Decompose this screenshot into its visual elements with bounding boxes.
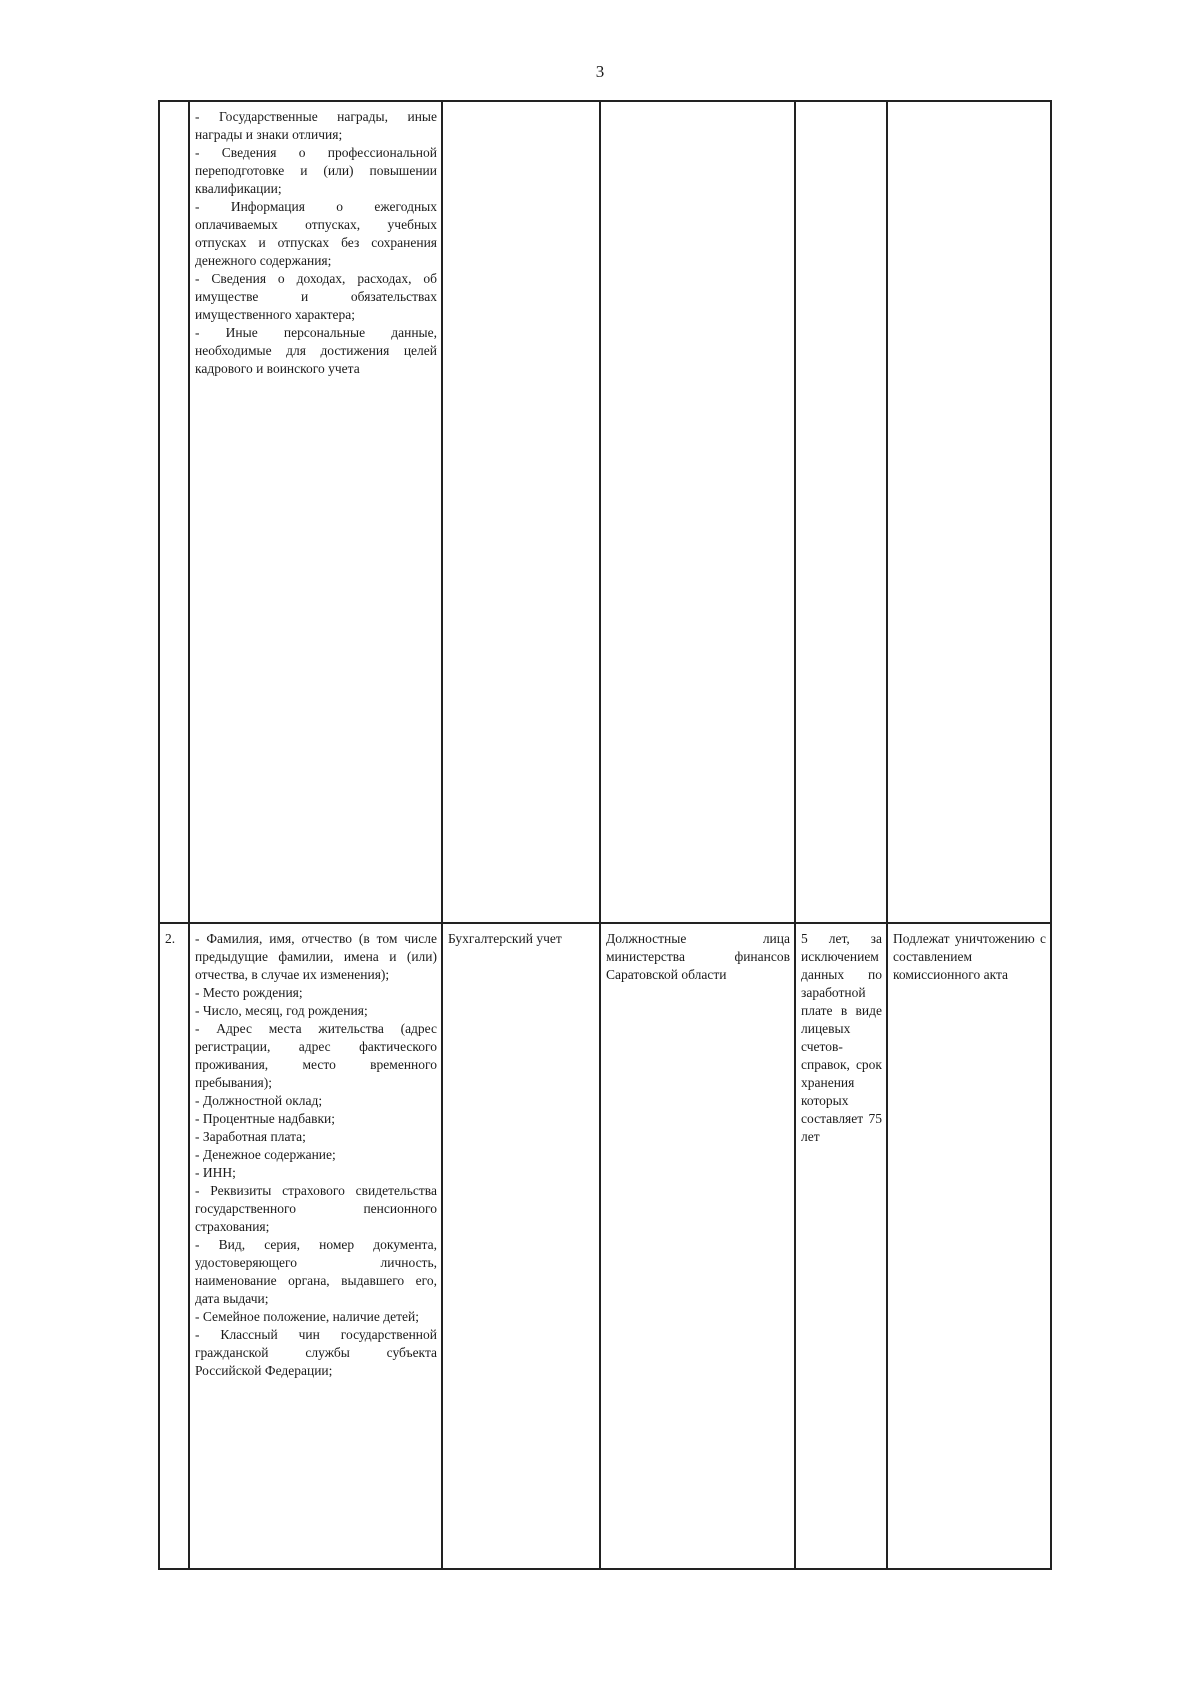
list-item: - Классный чин государственной гражданской службы субъекта Российской Федерации;	[195, 1327, 437, 1378]
list-item: - Заработная плата;	[195, 1129, 306, 1144]
data-items-cell	[189, 923, 442, 1569]
row-number-cell	[159, 101, 189, 923]
list-item: - ИНН;	[195, 1165, 236, 1180]
list-item: - Фамилия, имя, отчество (в том числе предыдущие фамилии, имена и (или) отчества, в случае их изменения);	[195, 931, 437, 982]
purpose-cell	[442, 101, 600, 923]
list-item: - Должностной оклад;	[195, 1093, 323, 1108]
personal-data-table	[158, 100, 1052, 1570]
persons-cell	[600, 101, 795, 923]
list-item: - Сведения о профессиональной переподготовке и (или) повышении квалификации;	[195, 145, 437, 196]
disposal-cell	[887, 101, 1051, 923]
list-item: - Процентные надбавки;	[195, 1111, 335, 1126]
list-item: - Иные персональные данные, необходимые для достижения целей кадрового и воинского учета	[195, 325, 437, 376]
purpose-cell: Бухгалтерский учет	[442, 923, 600, 1569]
list-item: - Вид, серия, номер документа, удостоверяющего личность, наименование органа, выдавшего его, дата выдачи;	[195, 1237, 437, 1306]
disposal-cell: Подлежат уничтожению с составлением комиссионного акта	[887, 923, 1051, 1569]
persons-cell: Должностные лица министерства финансов Саратовской области	[600, 923, 795, 1569]
table-row	[159, 101, 1051, 923]
list-item: - Реквизиты страхового свидетельства государственного пенсионного страхования;	[195, 1183, 437, 1234]
list-item: - Информация о ежегодных оплачиваемых отпусках, учебных отпусках и отпусках без сохранения денежного содержания;	[195, 199, 437, 268]
data-items-cell	[189, 101, 442, 923]
list-item: - Место рождения;	[195, 985, 303, 1000]
list-item: - Семейное положение, наличие детей;	[195, 1309, 419, 1324]
page-number: 3	[595, 62, 605, 81]
list-item: - Сведения о доходах, расходах, об имуществе и обязательствах имущественного характера;	[195, 271, 437, 322]
list-item: - Адрес места жительства (адрес регистрации, адрес фактического проживания, место временного пребывания);	[195, 1021, 437, 1090]
storage-period-cell	[795, 101, 887, 923]
list-item: - Денежное содержание;	[195, 1147, 336, 1162]
storage-period-cell: 5 лет, за исключением данных по заработной плате в виде лицевых счетов-справок, срок хранения которых составляет 75 лет	[795, 923, 887, 1569]
table-row	[159, 923, 1051, 1569]
row-number-cell: 2.	[159, 923, 189, 1569]
list-item: - Государственные награды, иные награды и знаки отличия;	[195, 109, 437, 142]
list-item: - Число, месяц, год рождения;	[195, 1003, 368, 1018]
